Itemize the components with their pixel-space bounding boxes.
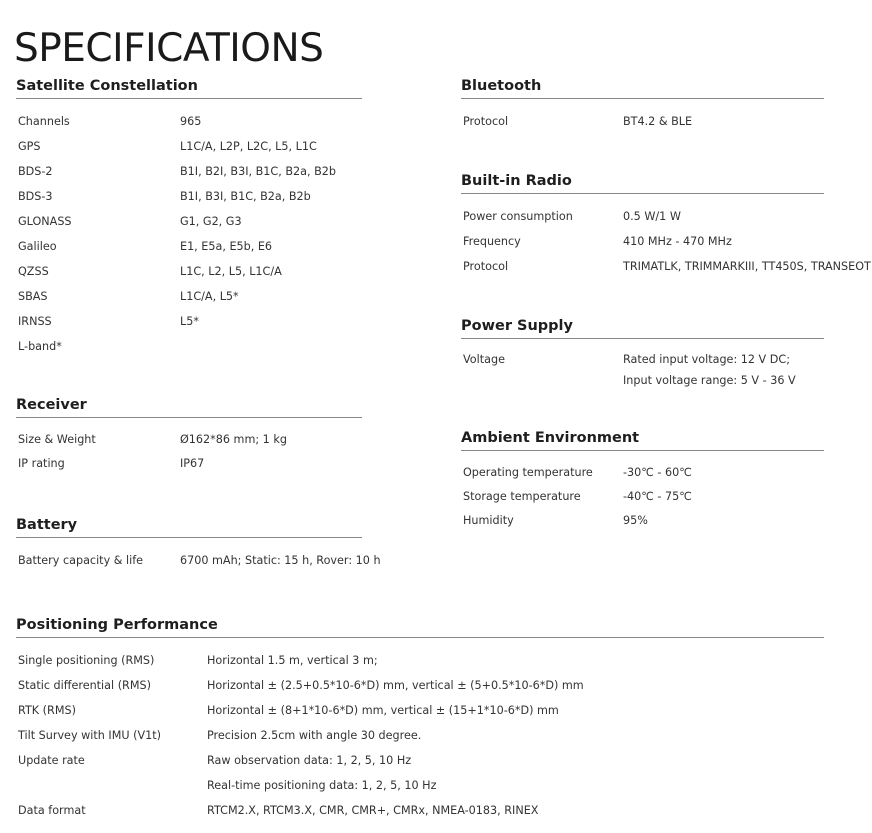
spec-value: Ø162*86 mm; 1 kg <box>180 433 287 446</box>
spec-row <box>16 798 824 823</box>
spec-label: Voltage <box>463 353 505 366</box>
spec-value: Horizontal ± (8+1*10-6*D) mm, vertical ± (15+1*10-6*D) mm <box>207 704 559 717</box>
section-positioning <box>16 613 824 823</box>
spec-label: Single positioning (RMS) <box>18 654 155 667</box>
spec-label: IP rating <box>18 457 65 470</box>
spec-label: Humidity <box>463 514 514 527</box>
spec-value: E1, E5a, E5b, E6 <box>180 240 273 253</box>
spec-value: B1I, B2I, B3I, B1C, B2a, B2b <box>180 165 336 178</box>
section-heading: Built-in Radio <box>461 173 572 189</box>
spec-row <box>16 773 824 798</box>
spec-row <box>16 159 362 184</box>
page-title: SPECIFICATIONS <box>14 26 324 72</box>
spec-label: SBAS <box>18 290 48 303</box>
section-receiver <box>16 393 362 476</box>
divider <box>16 417 362 418</box>
spec-label: QZSS <box>18 265 49 278</box>
spec-value: 95% <box>623 514 648 527</box>
spec-row <box>16 698 824 723</box>
divider <box>461 338 824 339</box>
spec-row <box>16 748 824 773</box>
spec-value: BT4.2 & BLE <box>623 115 693 128</box>
spec-label: Operating temperature <box>463 466 593 479</box>
spec-row <box>16 134 362 159</box>
section-heading: Receiver <box>16 397 87 413</box>
spec-row <box>16 109 362 134</box>
spec-value: -40℃ - 75℃ <box>623 490 692 503</box>
spec-value: 965 <box>180 115 202 128</box>
spec-label: GLONASS <box>18 215 72 228</box>
spec-value: Raw observation data: 1, 2, 5, 10 Hz <box>207 754 412 767</box>
spec-value: Horizontal ± (2.5+0.5*10-6*D) mm, vertical ± (5+0.5*10-6*D) mm <box>207 679 584 692</box>
spec-label: Update rate <box>18 754 85 767</box>
spec-label: Static differential (RMS) <box>18 679 151 692</box>
spec-label: Storage temperature <box>463 490 581 503</box>
divider <box>16 537 362 538</box>
spec-row <box>461 370 824 391</box>
divider <box>16 637 824 638</box>
section-heading: Ambient Environment <box>461 430 640 446</box>
spec-value: Precision 2.5cm with angle 30 degree. <box>207 729 422 742</box>
spec-row <box>461 509 824 533</box>
spec-value: -30℃ - 60℃ <box>623 466 692 479</box>
section-heading: Positioning Performance <box>16 617 218 633</box>
section-heading: Battery <box>16 517 78 533</box>
spec-row <box>461 461 824 485</box>
spec-label: RTK (RMS) <box>18 704 76 717</box>
spec-label: Channels <box>18 115 70 128</box>
spec-value: Input voltage range: 5 V - 36 V <box>623 374 796 387</box>
section-battery <box>16 513 381 573</box>
spec-row <box>16 234 362 259</box>
spec-value: IP67 <box>180 457 205 470</box>
spec-row <box>461 204 824 229</box>
spec-row <box>461 229 824 254</box>
spec-value: TRIMATLK, TRIMMARKIII, TT450S, TRANSEOT <box>623 260 871 273</box>
spec-label: Data format <box>18 804 86 817</box>
spec-value: RTCM2.X, RTCM3.X, CMR, CMR+, CMRx, NMEA-0183, RINEX <box>207 804 539 817</box>
spec-label: Frequency <box>463 235 521 248</box>
spec-row <box>16 209 362 234</box>
spec-row <box>16 648 824 673</box>
spec-label: IRNSS <box>18 315 52 328</box>
section-bluetooth <box>461 74 824 134</box>
spec-label: BDS-2 <box>18 165 53 178</box>
spec-row <box>16 284 362 309</box>
section-heading: Satellite Constellation <box>16 78 198 94</box>
spec-label: GPS <box>18 140 41 153</box>
spec-label: Galileo <box>18 240 57 253</box>
spec-row <box>461 109 824 134</box>
spec-row <box>16 673 824 698</box>
spec-value: L1C/A, L5* <box>180 290 239 303</box>
spec-row <box>461 349 824 370</box>
spec-value: Horizontal 1.5 m, vertical 3 m; <box>207 654 378 667</box>
section-satellite <box>16 74 362 359</box>
spec-row <box>461 254 871 279</box>
spec-row <box>16 452 362 476</box>
spec-label: Protocol <box>463 260 509 273</box>
spec-label: Tilt Survey with IMU (V1t) <box>18 729 161 742</box>
spec-label: Protocol <box>463 115 509 128</box>
spec-value: 6700 mAh; Static: 15 h, Rover: 10 h <box>180 554 381 567</box>
section-power <box>461 314 824 391</box>
spec-label: Battery capacity & life <box>18 554 144 567</box>
section-ambient <box>461 426 824 533</box>
spec-label: Size & Weight <box>18 433 96 446</box>
spec-value: G1, G2, G3 <box>180 215 242 228</box>
divider <box>16 98 362 99</box>
divider <box>461 450 824 451</box>
spec-value: 410 MHz - 470 MHz <box>623 235 732 248</box>
spec-value: L1C/A, L2P, L2C, L5, L1C <box>180 140 317 153</box>
divider <box>461 193 824 194</box>
spec-value: L5* <box>180 315 199 328</box>
spec-row <box>16 334 362 359</box>
spec-value: Rated input voltage: 12 V DC; <box>623 353 790 366</box>
spec-row <box>16 723 824 748</box>
spec-row <box>461 485 824 509</box>
spec-value: Real-time positioning data: 1, 2, 5, 10 Hz <box>207 779 437 792</box>
spec-label: Power consumption <box>463 210 573 223</box>
spec-row <box>16 428 362 452</box>
spec-row <box>16 184 362 209</box>
spec-row <box>16 548 381 573</box>
section-heading: Power Supply <box>461 318 573 334</box>
divider <box>461 98 824 99</box>
section-heading: Bluetooth <box>461 78 542 94</box>
spec-value: 0.5 W/1 W <box>623 210 681 223</box>
spec-value: B1I, B3I, B1C, B2a, B2b <box>180 190 311 203</box>
spec-label: BDS-3 <box>18 190 53 203</box>
spec-value: L1C, L2, L5, L1C/A <box>180 265 282 278</box>
spec-label: L-band* <box>18 340 62 353</box>
spec-row <box>16 259 362 284</box>
spec-row <box>16 309 362 334</box>
section-radio <box>461 169 871 279</box>
